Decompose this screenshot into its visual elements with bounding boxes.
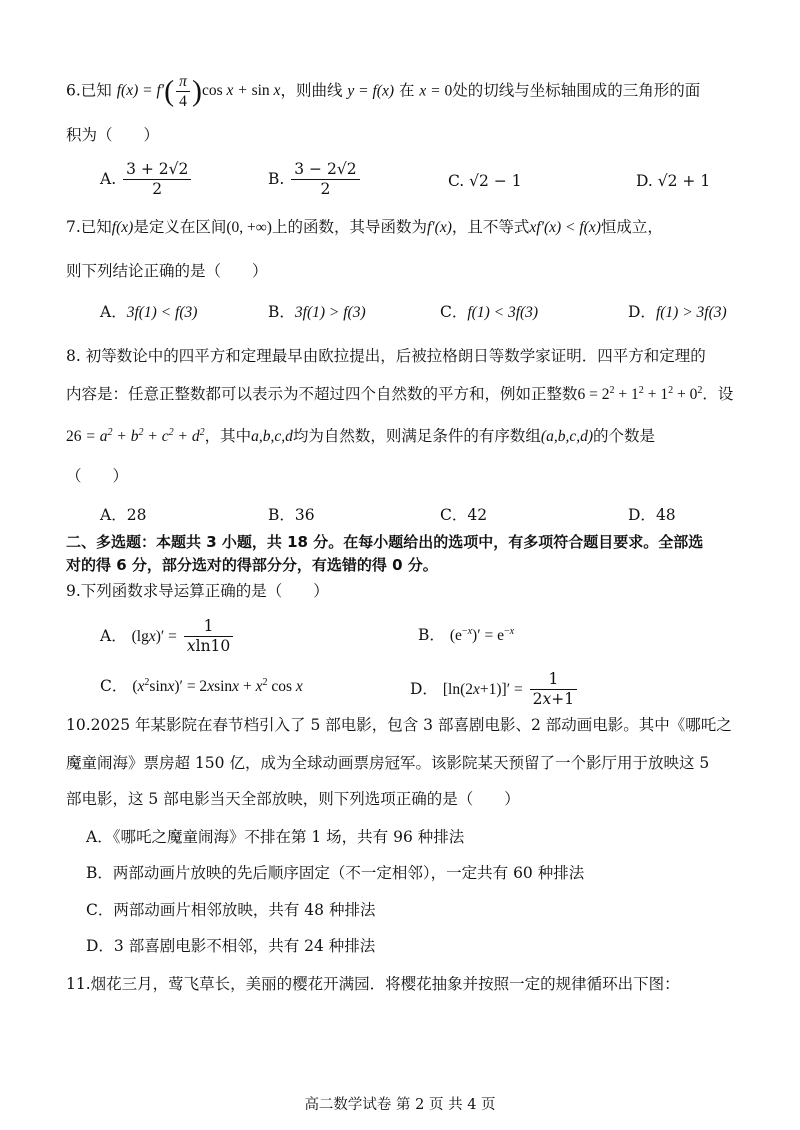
option-numerator: 3 − 2√2 [291,160,359,180]
q7-option-b[interactable] [268,303,366,323]
option-label: C． [440,506,468,524]
q8-option-a[interactable] [100,506,146,525]
q6-stem-line1 [66,72,700,112]
q6-option-a[interactable] [100,160,193,200]
option-expression: √2 − 1 [469,172,522,190]
q6-option-d[interactable] [636,172,710,191]
q8-stem-line3: $26 = a^2 + b^2 + c^2 + d^2$，其中a,b,c,d均为自然数，则满足条件的有序数组(a,b,c,d)的个数是 [66,427,656,446]
option-denominator: 2 [152,180,163,199]
option-value: 36 [294,506,315,524]
q7-option-a[interactable] [100,303,197,323]
option-expression: f(1) < 3f(3) [467,304,539,321]
option-label: A． [100,506,127,524]
q6-formula: f(x) = f′( $\frac{\pi}{4}$ )cos x + sin x [116,73,281,111]
q7-stem-line1: 7.已知f(x)是定义在区间(0, +∞)上的函数，其导函数为f′(x)，且不等式xf′(x) < f(x)恒成立， [66,218,663,236]
q6-text-1: 已知 [80,81,112,100]
q8-text-3b: 均为自然数，则满足条件的有序数组 [292,427,541,446]
q6-option-c[interactable] [448,172,522,191]
option-expression: √2 + 1 [657,172,711,190]
q8-text-2: 内容是：任意正整数都可以表示为不超过四个自然数的平方和，例如正整数 [66,385,578,404]
option-label: B． [268,506,295,524]
q9-option-d[interactable]: D． [ln(2x+1)]′ = $\frac{1}{2x+1}$ [410,670,579,710]
q8-text-1: 8. 初等数论中的四平方和定理最早由欧拉提出，后被拉格朗日等数学家证明．四平方和定理的 [66,347,706,365]
q8-option-d[interactable] [628,506,676,525]
option-label: A. [100,169,117,188]
q7-text-2: 是定义在区间 [133,218,227,236]
q8-stem-line2: 内容是：任意正整数都可以表示为不超过四个自然数的平方和，例如正整数$6 = 2^2 + 1^2 + 1^2 + 0^2$．设 [66,385,734,404]
q6-number: 6. [66,81,81,100]
option-label: D. [636,172,653,190]
option-label: D． [410,679,438,698]
q6-point: x = 0 [419,82,453,100]
q9-option-b[interactable]: B． $(e^{-x})' = e^{-x}$ [418,626,515,645]
q9-option-c[interactable]: C． $(x^2\sin x)' = 2xsinx + x^2$ cos x [100,677,303,696]
page-footer: 高二数学试卷 第 2 页 共 4 页 [304,1097,496,1113]
q7-text-6: 则下列结论正确的是（ ） [66,262,268,280]
q10-stem-line1: 10.2025 年某影院在春节档引入了 5 部电影，包含 3 部喜剧电影、2 部动画电影。其中《哪吒之 [66,716,732,734]
q8-option-b[interactable] [268,506,315,525]
q7-stem-line2 [66,262,268,281]
q7-option-c[interactable] [440,303,538,323]
q6-text-5: 积为（ ） [66,126,160,144]
option-label: D． [628,506,656,524]
q6-text-2: ，则曲线 [280,81,343,100]
option-expression: 3f(1) > f(3) [294,304,366,321]
option-label: B． [268,303,295,321]
q10-stem-line2: 魔童闹海》票房超 150 亿，成为全球动画票房冠军。该影院某天预留了一个影厅用于放映这 5 [66,754,710,772]
q10-stem-line3: 部电影，这 5 部电影当天全部放映，则下列选项正确的是（ ） [66,790,520,808]
q10-option-a[interactable]: A．《哪吒之魔童闹海》不排在第 1 场，共有 96 种排法 [86,828,465,846]
section2-heading-line2: 对的得 6 分，部分选对的得部分分，有选错的得 0 分。 [66,556,438,574]
q10-option-b[interactable]: B．两部动画片放映的先后顺序固定（不一定相邻），一定共有 60 种排法 [86,864,585,882]
q8-text-3c: 的个数是 [593,427,656,446]
q7-text-5: 恒成立， [600,218,663,236]
q8-text-3: ，其中 [204,427,252,446]
option-label: A． [100,626,127,645]
option-label: C. [448,172,465,190]
option-label: C． [100,677,128,696]
option-numerator: 3 + 2√2 [123,160,191,180]
q8-stem-line4 [66,467,128,486]
q7-option-d[interactable] [628,303,727,323]
option-label: A． [100,303,127,321]
q10-option-d[interactable]: D．3 部喜剧电影不相邻，共有 24 种排法 [86,937,376,955]
option-value: 42 [467,506,488,524]
option-value: 28 [126,506,147,524]
q11-stem-line1: 11.烟花三月，莺飞草长，美丽的樱花开满园．将樱花抽象并按照一定的规律循环出下图： [66,975,680,993]
option-label: B． [418,626,445,645]
option-label: C． [440,303,468,321]
q9-option-a[interactable]: A． (lgx)′ = $\frac{1}{xln10}$ [100,617,235,657]
option-expression: 3f(1) < f(3) [126,304,198,321]
q6-stem-line2 [66,126,159,145]
q9-stem: 9.下列函数求导运算正确的是（ ） [66,582,329,600]
option-label: B. [268,169,285,188]
q8-stem-line1 [66,347,706,366]
q10-option-c[interactable]: C．两部动画片相邻放映，共有 48 种排法 [86,901,376,919]
q6-text-4: 处的切线与坐标轴围成的三角形的面 [452,81,701,100]
q8-text-2b: ．设 [702,385,734,404]
option-expression: f(1) > 3f(3) [655,304,727,321]
q6-curve: y = f(x) [347,82,394,100]
q7-text-4: ，且不等式 [451,218,530,236]
q7-text-3: 上的函数，其导函数为 [271,218,427,236]
q6-option-b[interactable] [268,160,362,200]
q6-text-3: 在 [398,81,415,100]
q8-option-c[interactable] [440,506,487,525]
section2-heading-line1: 二、多选题：本题共 3 小题，共 18 分。在每小题给出的选项中，有多项符合题目要求。全部选 [66,533,704,551]
q7-text-1: 7.已知 [66,218,112,236]
option-value: 48 [655,506,676,524]
q8-text-4: （ ） [66,467,129,485]
option-label: D． [628,303,656,321]
option-denominator: 2 [320,180,331,199]
